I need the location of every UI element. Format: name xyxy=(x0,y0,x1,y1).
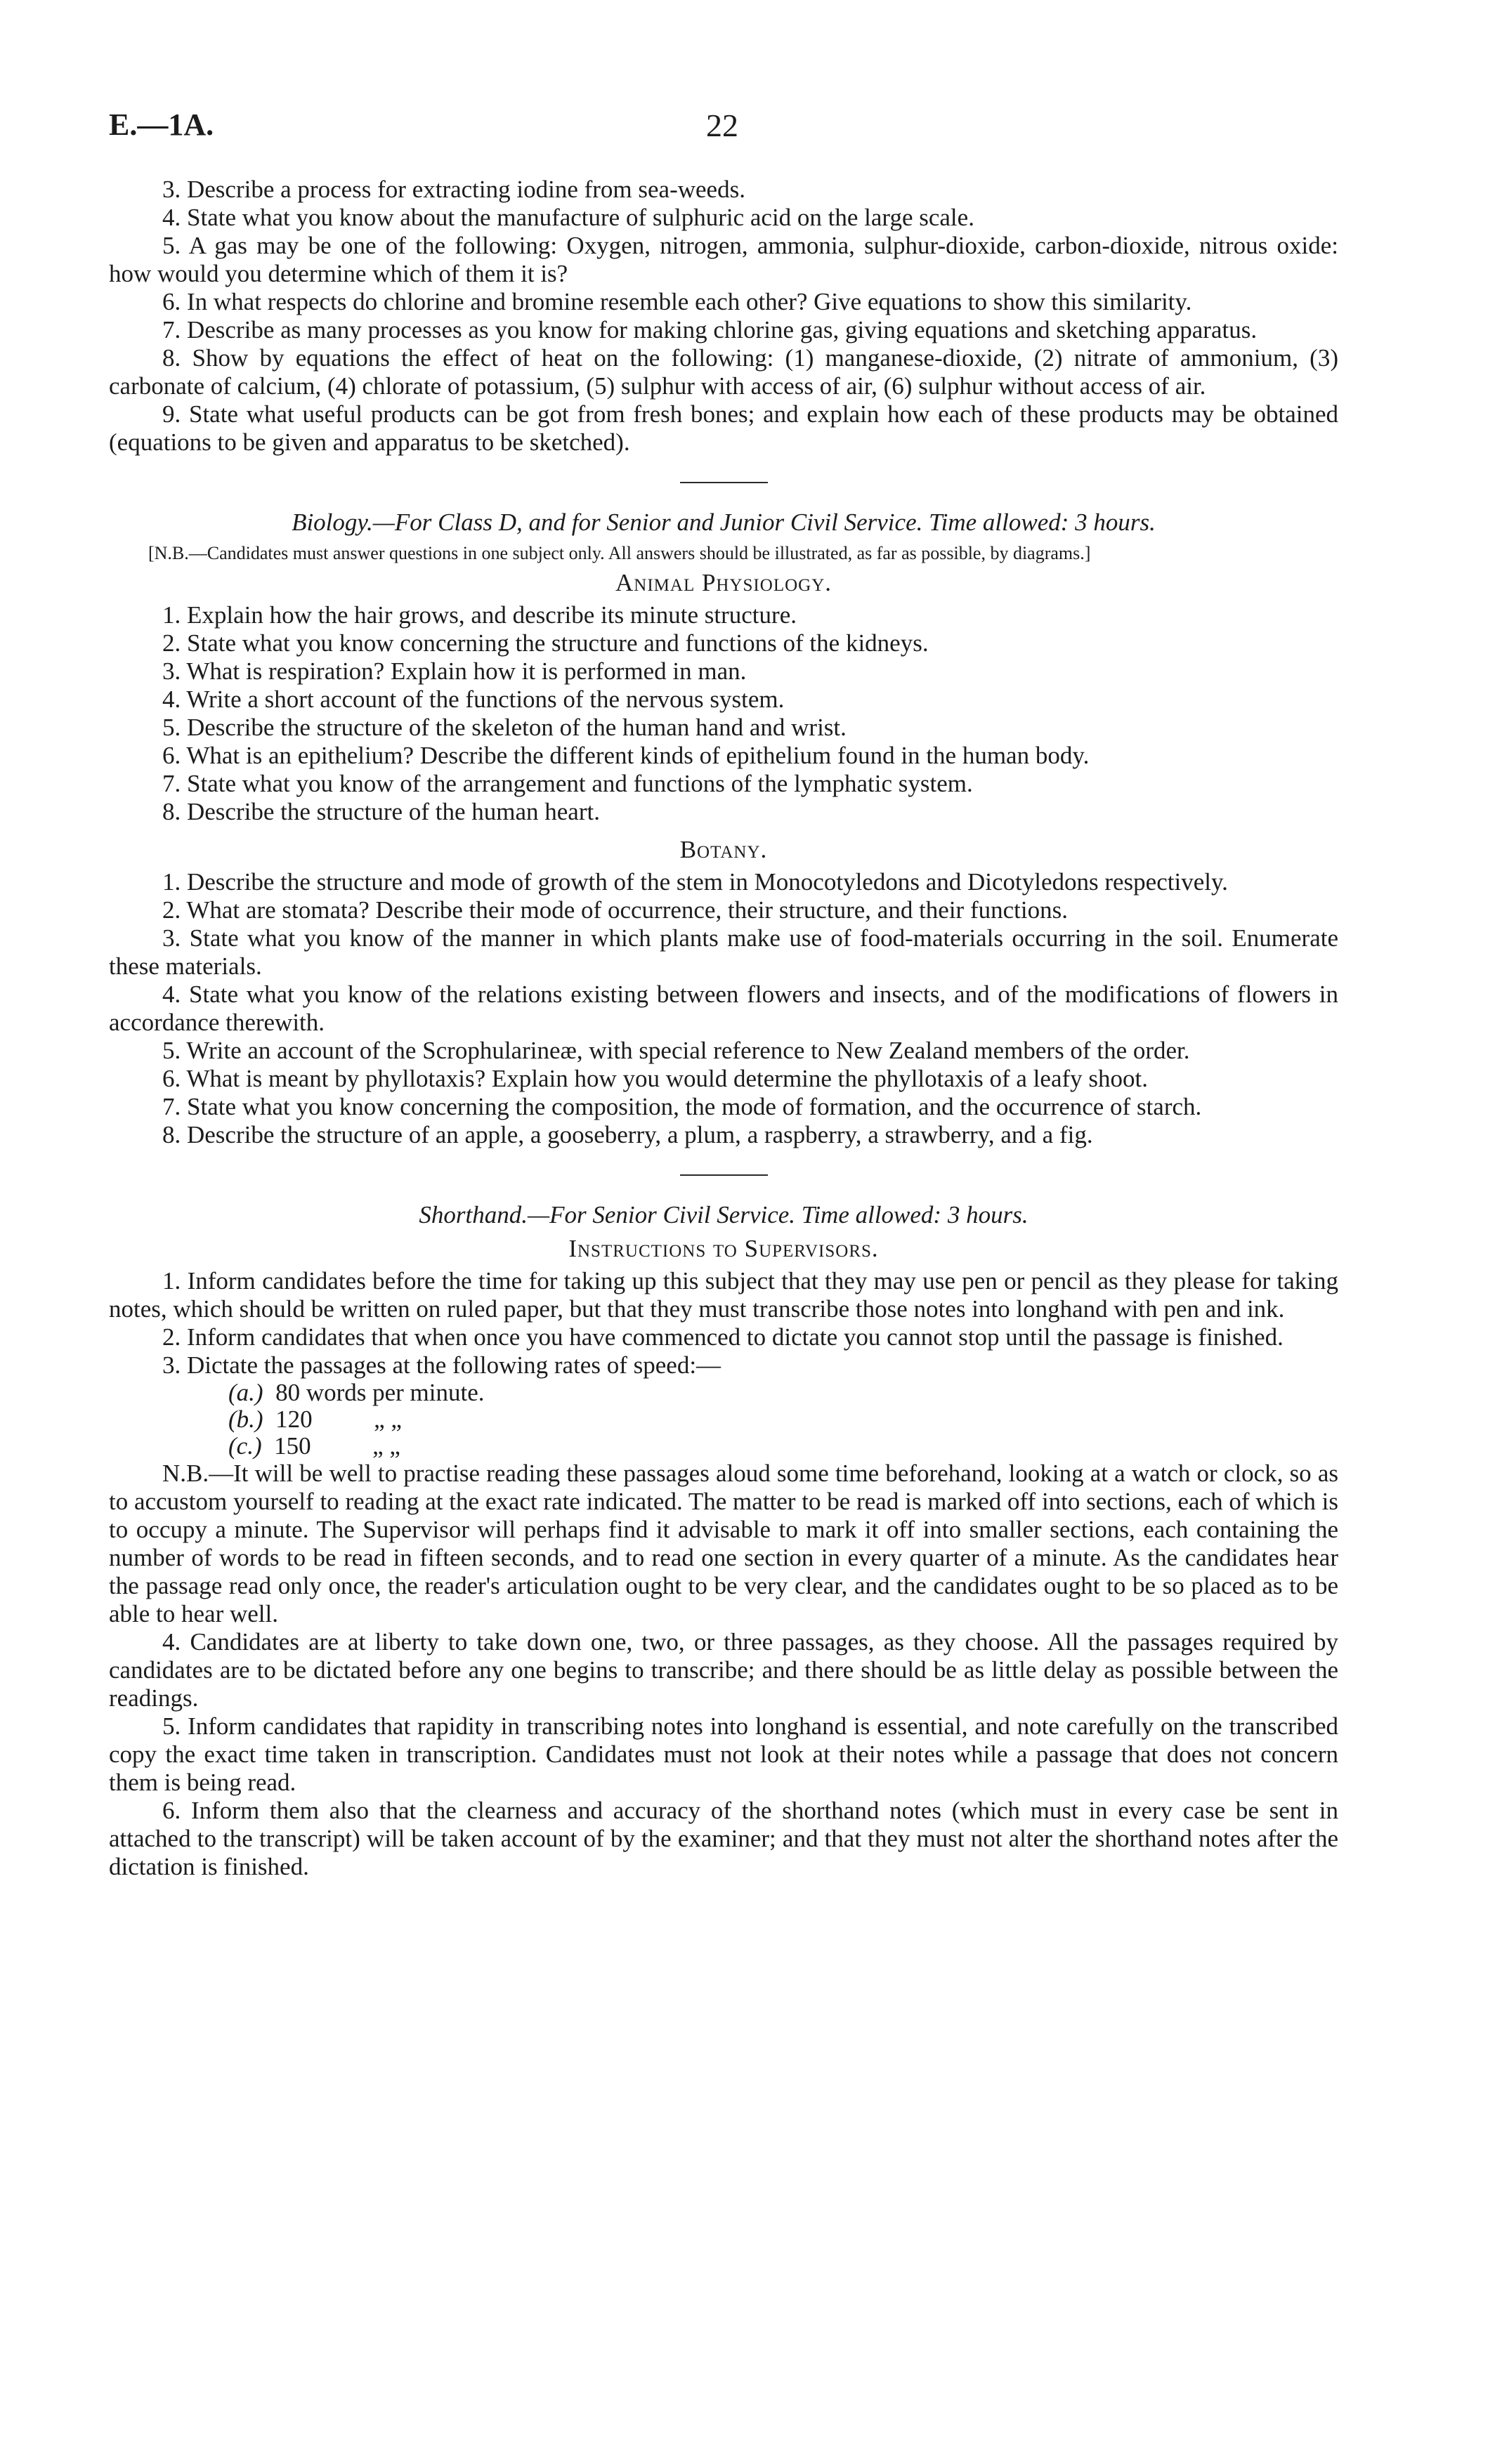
chemistry-question: 6. In what respects do chlorine and bromine resemble each other? Give equations to show this similarity. xyxy=(162,288,1192,315)
biology-heading: Biology.—For Class D, and for Senior and Junior Civil Service. Time allowed: 3 hours. xyxy=(292,509,1156,536)
chemistry-questions xyxy=(109,176,1338,457)
physiology-question: 6. What is an epithelium? Describe the different kinds of epithelium found in the human body. xyxy=(162,742,1090,769)
section-divider xyxy=(680,1174,768,1176)
rate-value: 120 xyxy=(275,1405,313,1433)
animal-physiology-title: Animal Physiology. xyxy=(615,569,832,596)
chemistry-question: 4. State what you know about the manufacture of sulphuric acid on the large scale. xyxy=(162,204,974,231)
botany-question: 4. State what you know of the relations existing between flowers and insects, and of the modifications of flowers in accordance therewith. xyxy=(109,981,1338,1036)
shorthand-subtitle: Instructions to Supervisors. xyxy=(568,1235,879,1262)
botany-question: 8. Describe the structure of an apple, a gooseberry, a plum, a raspberry, a strawberry, and a fig. xyxy=(162,1121,1093,1148)
ditto-marks: „ „ xyxy=(374,1405,402,1433)
instruction-item: 4. Candidates are at liberty to take down one, two, or three passages, as they choose. All the passages required by candidates are to be dictated before any one begins to transcribe; and there should be as little delay as possible between the readings. xyxy=(109,1628,1338,1712)
nb-paragraph: N.B.—It will be well to practise reading these passages aloud some time beforehand, looking at a watch or clock, so as to accustom yourself to reading at the exact rate indicated. The matter to be read is marked off into sections, each of which is to occupy a minute. The Supervisor will perhaps find it advisable to mark it off into smaller sections, each containing the number of words to be read in fifteen seconds, and to read one section in every quarter of a minute. As the candidates hear the passage read only once, the reader's articulation ought to be very clear, and the candidates ought to be so placed as to be able to hear well. xyxy=(109,1460,1338,1627)
rate-row xyxy=(109,1406,1338,1433)
instruction-item: 6. Inform them also that the clearness and accuracy of the shorthand notes (which must in every case be sent in attached to the transcript) will be taken account of by the examiner; and that they must not alter the shorthand notes after the dictation is finished. xyxy=(109,1797,1338,1880)
instruction-item: 2. Inform candidates that when once you have commenced to dictate you cannot stop until the passage is finished. xyxy=(162,1323,1284,1351)
physiology-question: 1. Explain how the hair grows, and describe its minute structure. xyxy=(162,601,797,629)
section-divider xyxy=(680,482,768,483)
physiology-question: 5. Describe the structure of the skeleton of the human hand and wrist. xyxy=(162,714,847,741)
botany-question: 6. What is meant by phyllotaxis? Explain how you would determine the phyllotaxis of a leafy shoot. xyxy=(162,1065,1148,1092)
rate-value: 150 xyxy=(274,1432,311,1460)
botany-question: 5. Write an account of the Scrophularineæ, with special reference to New Zealand members of the order. xyxy=(162,1037,1190,1064)
chemistry-question: 3. Describe a process for extracting iodine from sea-weeds. xyxy=(162,176,745,203)
chemistry-question: 7. Describe as many processes as you know for making chlorine gas, giving equations and sketching apparatus. xyxy=(162,316,1258,343)
physiology-question: 3. What is respiration? Explain how it is performed in man. xyxy=(162,657,747,685)
botany-question: 3. State what you know of the manner in which plants make use of food-materials occurring in the soil. Enumerate these materials. xyxy=(109,924,1338,980)
page-body xyxy=(109,176,1338,1881)
document-reference: E.—1A. xyxy=(109,107,214,142)
botany-question: 2. What are stomata? Describe their mode of occurrence, their structure, and their functions. xyxy=(162,896,1068,924)
instruction-item: 1. Inform candidates before the time for taking up this subject that they may use pen or pencil as they please for taking notes, which should be written on ruled paper, but that they must transcribe those notes into longhand with pen and ink. xyxy=(109,1267,1338,1323)
physiology-question: 4. Write a short account of the functions of the nervous system. xyxy=(162,686,785,713)
chemistry-question: 8. Show by equations the effect of heat on the following: (1) manganese-dioxide, (2) nitrate of ammonium, (3) carbonate of calcium, (4) chlorate of potassium, (5) sulphur with access of air, (6) sulphur without access of air. xyxy=(109,344,1338,400)
chemistry-question: 5. A gas may be one of the following: Oxygen, nitrogen, ammonia, sulphur-dioxide, carbon-dioxide, nitrous oxide: how would you determine which of them it is? xyxy=(109,232,1338,287)
rate-label: (a.) xyxy=(228,1379,263,1406)
chemistry-question: 9. State what useful products can be got from fresh bones; and explain how each of these products may be obtained (equations to be given and apparatus to be sketched). xyxy=(109,400,1338,456)
physiology-question: 7. State what you know of the arrangement and functions of the lymphatic system. xyxy=(162,770,973,797)
physiology-question: 2. State what you know concerning the structure and functions of the kidneys. xyxy=(162,629,929,657)
biology-section xyxy=(109,509,1338,1149)
instruction-item: 3. Dictate the passages at the following rates of speed:— xyxy=(162,1351,721,1379)
rate-label: (c.) xyxy=(228,1432,262,1460)
physiology-question: 8. Describe the structure of the human heart. xyxy=(162,798,600,825)
page-number: 22 xyxy=(706,107,738,143)
rate-row xyxy=(109,1433,1338,1460)
botany-question: 7. State what you know concerning the composition, the mode of formation, and the occurrence of starch. xyxy=(162,1093,1202,1120)
rate-value: 80 words per minute. xyxy=(275,1379,485,1406)
botany-question: 1. Describe the structure and mode of growth of the stem in Monocotyledons and Dicotyledons respectively. xyxy=(162,868,1228,896)
biology-note: [N.B.—Candidates must answer questions in one subject only. All answers should be illustrated, as far as possible, by diagrams.] xyxy=(148,543,1091,563)
instruction-item: 5. Inform candidates that rapidity in transcribing notes into longhand is essential, and note carefully on the transcribed copy the exact time taken in transcription. Candidates must not look at their notes while a passage that does not concern them is being read. xyxy=(109,1712,1338,1796)
ditto-marks: „ „ xyxy=(372,1432,400,1460)
botany-title: Botany. xyxy=(679,836,768,863)
rate-label: (b.) xyxy=(228,1405,263,1433)
rate-row xyxy=(109,1380,1338,1406)
shorthand-heading: Shorthand.—For Senior Civil Service. Time allowed: 3 hours. xyxy=(419,1201,1028,1228)
page-header xyxy=(109,107,1393,149)
shorthand-section xyxy=(109,1201,1338,1881)
